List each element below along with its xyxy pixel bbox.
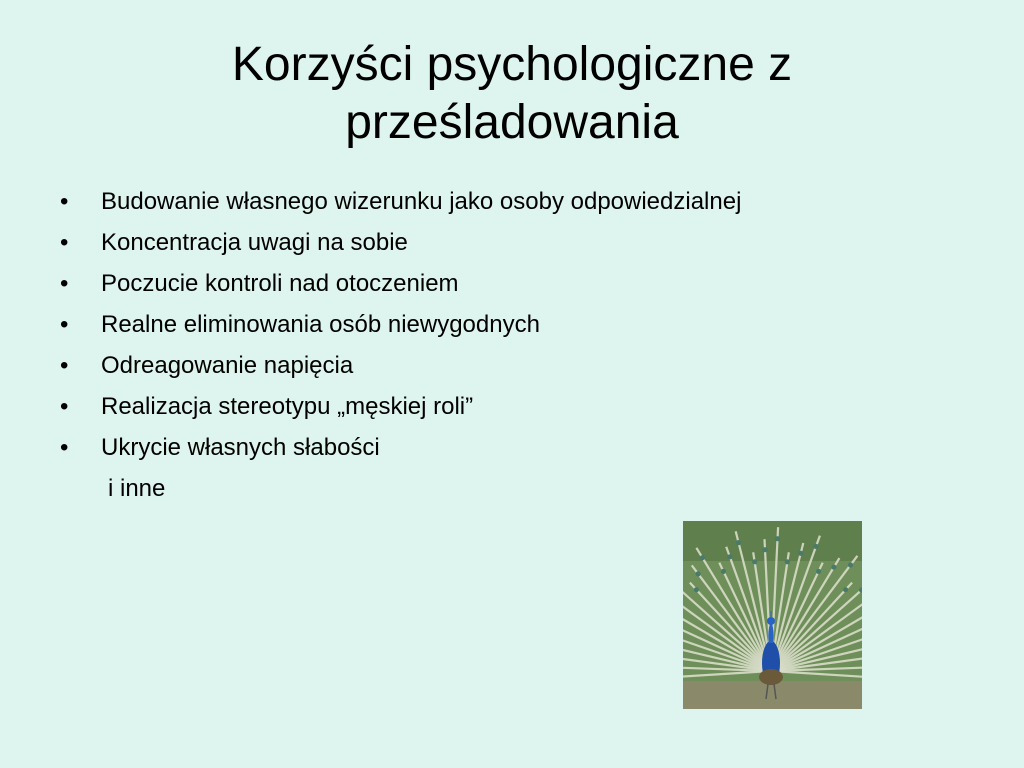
feather-eye	[752, 559, 757, 564]
feather-eye	[816, 569, 821, 574]
photo-ground	[683, 681, 862, 709]
bullet-marker: •	[60, 311, 69, 338]
bullet-text: Koncentracja uwagi na sobie	[101, 229, 408, 256]
feather-eye	[831, 565, 836, 570]
feather-eye	[848, 562, 853, 567]
bullet-marker: •	[60, 270, 69, 297]
feather-eye	[798, 551, 803, 556]
bullet-text: Realizacja stereotypu „męskiej roli”	[101, 393, 474, 420]
bullet-text: Poczucie kontroli nad otoczeniem	[101, 270, 459, 297]
slide-title: Korzyści psychologiczne z prześladowania	[231, 38, 793, 149]
bullet-marker: •	[60, 229, 69, 256]
trailing-text: i inne	[108, 475, 166, 502]
feather-eye	[775, 536, 780, 541]
peacock-image	[683, 521, 862, 709]
bullet-text: Realne eliminowania osób niewygodnych	[101, 311, 540, 338]
feather-eye	[694, 587, 699, 592]
feather-eye	[700, 555, 705, 560]
feather-eye	[727, 554, 732, 559]
feather-eye	[696, 571, 701, 576]
bullet-text: Budowanie własnego wizerunku jako osoby odpowiedzialnej	[101, 188, 742, 215]
feather-eye	[813, 544, 818, 549]
feather-eye	[843, 587, 848, 592]
feather-eye	[736, 540, 741, 545]
bullet-marker: •	[60, 188, 69, 215]
peacock-wing	[759, 669, 783, 685]
feather-eye	[762, 547, 767, 552]
bullet-text: Odreagowanie napięcia	[101, 352, 354, 379]
feather-eye	[785, 559, 790, 564]
photo-foliage-top	[683, 521, 862, 561]
bullet-marker: •	[60, 393, 69, 420]
bullet-marker: •	[60, 434, 69, 461]
peacock-head	[767, 617, 775, 625]
bullet-marker: •	[60, 352, 69, 379]
feather-eye	[721, 569, 726, 574]
bullet-text: Ukrycie własnych słabości	[101, 434, 380, 461]
